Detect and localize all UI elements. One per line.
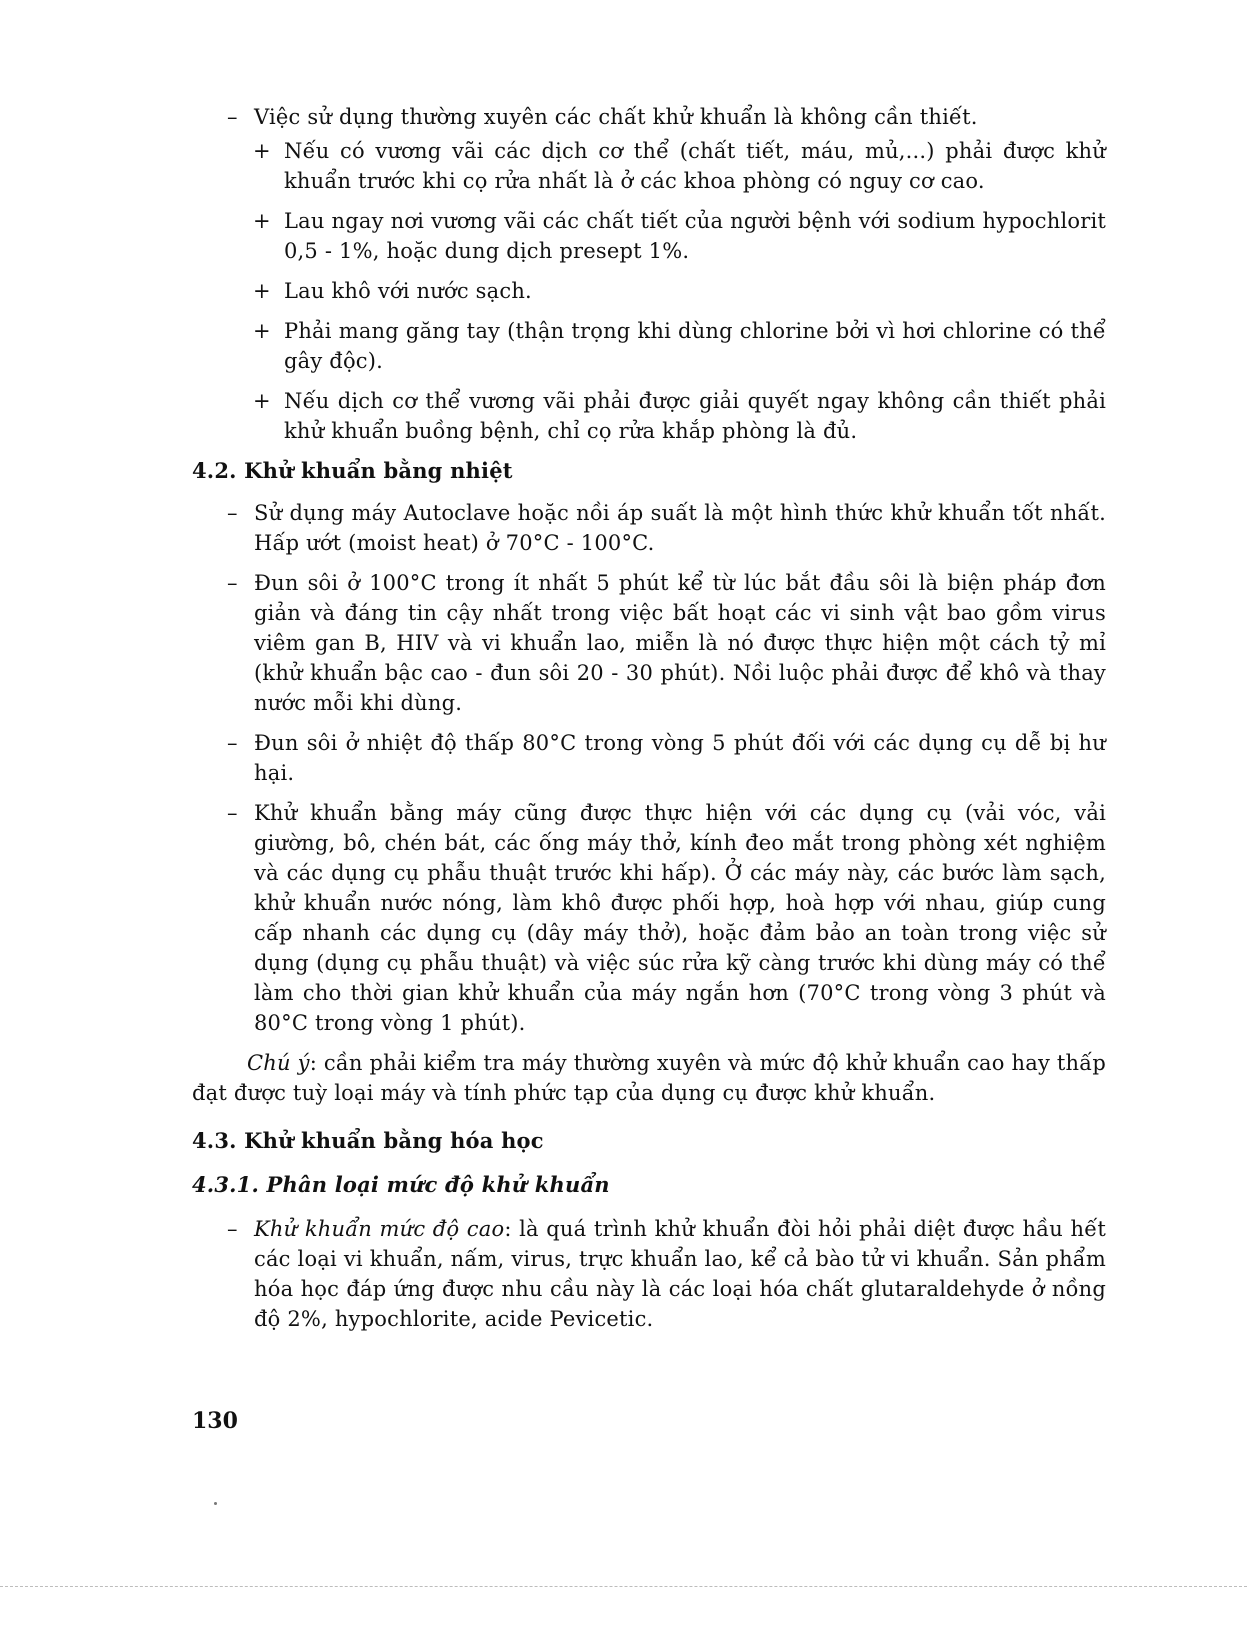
sublist-item	[192, 386, 1106, 446]
item-text: Việc sử dụng thường xuyên các chất khử khuẩn là không cần thiết.	[254, 105, 978, 129]
item-text: Lau khô với nước sạch.	[284, 279, 532, 303]
sublist-item	[192, 206, 1106, 266]
page-number: 130	[192, 1408, 238, 1434]
item-text: Đun sôi ở 100°C trong ít nhất 5 phút kể từ lúc bắt đầu sôi là biện pháp đơn giản và đáng tin cậy nhất trong việc bất hoạt các vi sinh vật bao gồm virus viêm gan B, HIV và vi khuẩn lao, miễn là nó được thực hiện một cách tỷ mỉ (khử khuẩn bậc cao - đun sôi 20 - 30 phút). Nồi luộc phải được để khô và thay nước mỗi khi dùng.	[254, 571, 1106, 715]
dash-marker: –	[227, 801, 238, 825]
dash-marker: –	[227, 731, 238, 755]
list-item	[192, 498, 1106, 558]
term-label: Khử khuẩn mức độ cao	[254, 1217, 505, 1241]
sublist-item	[192, 136, 1106, 196]
section-heading: 4.2. Khử khuẩn bằng nhiệt	[192, 458, 513, 483]
page-content	[192, 102, 1106, 1344]
plus-marker: +	[253, 389, 271, 413]
plus-marker: +	[253, 319, 271, 343]
sublist-item	[192, 316, 1106, 376]
dash-marker: –	[227, 501, 238, 525]
subsection-heading: 4.3.1. Phân loại mức độ khử khuẩn	[192, 1172, 610, 1197]
section-heading: 4.3. Khử khuẩn bằng hóa học	[192, 1128, 544, 1153]
sublist	[192, 136, 1106, 446]
plus-marker: +	[253, 209, 271, 233]
item-text: Lau ngay nơi vương vãi các chất tiết của người bệnh với sodium hypochlorit 0,5 - 1%, hoặc dung dịch presept 1%.	[284, 209, 1106, 263]
item-text: Khử khuẩn bằng máy cũng được thực hiện với các dụng cụ (vải vóc, vải giường, bô, chén bát, các ống máy thở, kính đeo mắt trong phòng xét nghiệm và các dụng cụ phẫu thuật trước khi hấp). Ở các máy này, các bước làm sạch, khử khuẩn nước nóng, làm khô được phối hợp, hoà hợp với nhau, giúp cung cấp nhanh các dụng cụ (dây máy thở), hoặc đảm bảo an toàn trong việc sử dụng (dụng cụ phẫu thuật) và việc súc rửa kỹ càng trước khi dùng máy có thể làm cho thời gian khử khuẩn của máy ngắn hơn (70°C trong vòng 3 phút và 80°C trong vòng 1 phút).	[254, 801, 1106, 1035]
dash-marker: –	[227, 571, 238, 595]
item-text: Nếu có vương vãi các dịch cơ thể (chất tiết, máu, mủ,...) phải được khử khuẩn trước khi cọ rửa nhất là ở các khoa phòng có nguy cơ cao.	[284, 139, 1106, 193]
scan-edge-line	[0, 1586, 1247, 1587]
plus-marker: +	[253, 139, 271, 163]
dash-marker: –	[227, 105, 238, 129]
dash-marker: –	[227, 1217, 238, 1241]
list-item	[192, 798, 1106, 1038]
list-item	[192, 1214, 1106, 1334]
plus-marker: +	[253, 279, 271, 303]
note-label: Chú ý	[247, 1051, 310, 1075]
sublist-item	[192, 276, 1106, 306]
list-item	[192, 102, 1106, 132]
list-item	[192, 728, 1106, 788]
item-text: Nếu dịch cơ thể vương vãi phải được giải quyết ngay không cần thiết phải khử khuẩn buồng bệnh, chỉ cọ rửa khắp phòng là đủ.	[284, 389, 1106, 443]
scan-speck	[214, 1502, 217, 1505]
item-text: Đun sôi ở nhiệt độ thấp 80°C trong vòng 5 phút đối với các dụng cụ dễ bị hư hại.	[254, 731, 1106, 785]
note-text: : cần phải kiểm tra máy thường xuyên và mức độ khử khuẩn cao hay thấp đạt được tuỳ loại máy và tính phức tạp của dụng cụ được khử khuẩn.	[192, 1051, 1106, 1105]
note-paragraph	[192, 1048, 1106, 1108]
item-text: Sử dụng máy Autoclave hoặc nồi áp suất là một hình thức khử khuẩn tốt nhất. Hấp ướt (moist heat) ở 70°C - 100°C.	[254, 501, 1106, 555]
item-text: : là quá trình khử khuẩn đòi hỏi phải diệt được hầu hết các loại vi khuẩn, nấm, virus, trực khuẩn lao, kể cả bào tử vi khuẩn. Sản phẩm hóa học đáp ứng được nhu cầu này là các loại hóa chất glutaraldehyde ở nồng độ 2%, hypochlorite, acide Pevicetic.	[254, 1217, 1106, 1331]
list-item	[192, 568, 1106, 718]
item-text: Phải mang găng tay (thận trọng khi dùng chlorine bởi vì hơi chlorine có thể gây độc).	[284, 319, 1106, 373]
